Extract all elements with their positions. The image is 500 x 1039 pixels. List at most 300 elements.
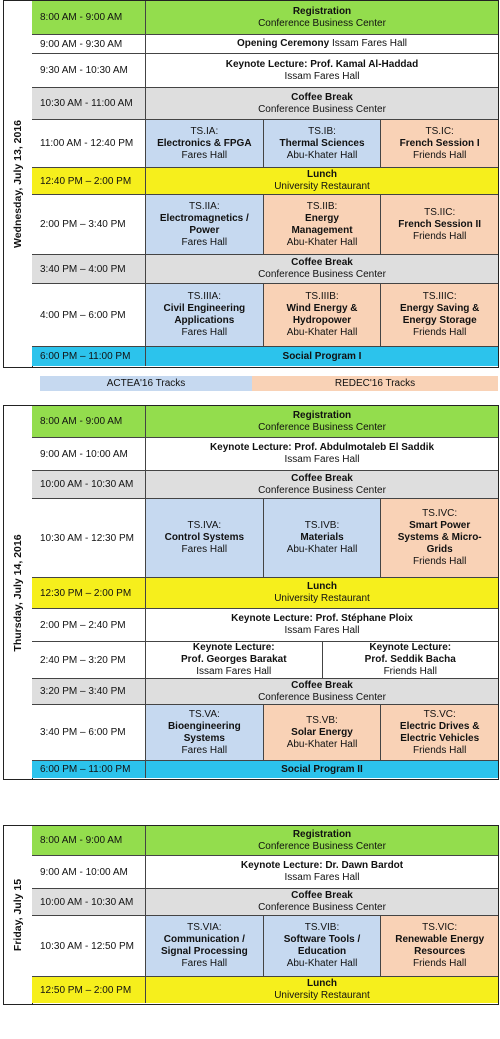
session-line	[284, 71, 359, 83]
session-line-text: TS.IIA:	[189, 200, 220, 212]
session-cell	[146, 284, 263, 346]
session-line-text: Fares Hall	[181, 544, 228, 555]
session-line-text: Lunch	[307, 581, 337, 592]
session-cell	[380, 916, 498, 976]
session-line	[291, 225, 352, 237]
schedule-row	[32, 760, 498, 778]
session-line	[190, 126, 218, 138]
session-line	[182, 327, 228, 339]
session-line	[291, 890, 353, 902]
session-line-text: Abu-Khater Hall	[286, 544, 358, 555]
schedule-row	[32, 498, 498, 577]
session-line-text: Materials	[300, 532, 344, 543]
session-line-text: TS.VB:	[306, 714, 338, 726]
session-line	[258, 902, 386, 914]
session-line	[307, 581, 337, 593]
session-line-text: Friends Hall	[413, 327, 467, 338]
session-line-text: Friends Hall	[413, 149, 467, 161]
session-line-text: Electronics & FPGA	[157, 137, 252, 149]
session-line	[258, 104, 386, 116]
session-line-text: Issam Fares Hall	[284, 625, 360, 636]
session-cell	[146, 168, 498, 194]
schedule-row	[32, 577, 498, 608]
session-line	[400, 138, 480, 150]
session-area	[146, 438, 498, 470]
time-slot: 6:00 PM – 11:00 PM	[32, 347, 146, 366]
session-line-text: French Session I	[399, 137, 480, 149]
session-line-text: Friends Hall	[413, 958, 467, 969]
session-line-text: University Restaurant	[274, 593, 370, 604]
session-line	[287, 150, 358, 162]
day-block	[3, 825, 499, 1005]
session-line-text: Abu-Khater Hall	[286, 236, 358, 248]
session-line-text: Electric Vehicles	[400, 732, 480, 744]
session-line	[305, 213, 339, 225]
session-line	[189, 201, 220, 213]
schedule-row	[32, 34, 498, 53]
session-line	[157, 138, 251, 150]
schedule-row	[32, 346, 498, 366]
time-slot: 6:00 PM – 11:00 PM	[32, 761, 146, 778]
session-area	[146, 916, 498, 976]
session-line	[422, 922, 457, 934]
session-line-text: Keynote Lecture: Prof. Abdulmotaleb El Saddik	[209, 442, 435, 453]
session-line	[291, 257, 353, 269]
session-line	[307, 978, 337, 990]
session-line	[413, 745, 466, 757]
session-area	[146, 826, 498, 855]
session-line-text: Coffee Break	[291, 679, 353, 691]
session-cell	[263, 499, 381, 577]
session-line-text: Lunch	[307, 978, 337, 989]
session-line-text: Signal Processing	[160, 946, 248, 957]
time-slot: 2:00 PM – 3:40 PM	[32, 195, 146, 254]
session-line-text: TS.IVA:	[187, 520, 222, 531]
session-line	[413, 958, 466, 970]
time-slot: 10:30 AM - 12:50 PM	[32, 916, 146, 976]
time-slot: 3:40 PM – 4:00 PM	[32, 255, 146, 283]
session-line-text: Prof. Georges Barakat	[180, 654, 287, 665]
session-cell	[263, 284, 381, 346]
session-cell	[322, 642, 499, 678]
session-cell	[146, 642, 322, 678]
legend-redec	[252, 376, 498, 391]
time-slot: 10:00 AM - 10:30 AM	[32, 471, 146, 498]
session-area	[146, 284, 498, 346]
session-line	[189, 225, 219, 237]
session-line-text: University Restaurant	[274, 990, 370, 1001]
session-line	[258, 841, 386, 853]
session-line-text: Education	[297, 946, 347, 957]
session-line-text: Lunch	[307, 169, 337, 180]
session-line	[413, 556, 466, 568]
session-cell	[380, 120, 498, 167]
session-line	[291, 680, 353, 692]
session-line-text: TS.VIC:	[422, 922, 458, 933]
session-line	[403, 315, 477, 327]
session-line-text: University Restaurant	[274, 181, 370, 192]
session-cell	[263, 195, 381, 254]
time-slot: 12:50 PM – 2:00 PM	[32, 977, 146, 1003]
time-slot: 10:30 AM - 12:30 PM	[32, 499, 146, 577]
session-line-text: Systems & Micro-	[397, 532, 482, 543]
session-line-text: Abu-Khater Hall	[286, 149, 358, 161]
session-line	[291, 473, 353, 485]
session-line-text: Coffee Break	[291, 890, 353, 901]
session-line	[281, 764, 363, 776]
day-block	[3, 405, 499, 780]
session-line-text: TS.VIA:	[187, 922, 222, 933]
session-line	[160, 213, 249, 225]
schedule-row	[32, 470, 498, 498]
session-line	[400, 303, 479, 315]
session-line-text: Conference Business Center	[258, 17, 386, 29]
session-line	[422, 508, 457, 520]
session-line-text: Communication /	[163, 934, 245, 945]
session-line	[284, 934, 361, 946]
session-cell	[146, 471, 498, 498]
session-cell	[146, 679, 498, 704]
session-line-text: Fares Hall	[181, 958, 228, 969]
session-area	[146, 679, 498, 704]
session-area	[146, 705, 498, 760]
session-cell	[146, 856, 498, 888]
session-cell	[146, 916, 263, 976]
session-area	[146, 347, 498, 366]
session-line-text: Renewable Energy	[395, 934, 485, 945]
time-slot: 11:00 AM - 12:40 PM	[32, 120, 146, 167]
session-line	[287, 327, 358, 339]
session-cell	[380, 499, 498, 577]
session-area	[146, 889, 498, 915]
session-line-text: TS.IB:	[308, 125, 336, 137]
session-line-text: Applications	[174, 315, 235, 326]
time-slot: 8:00 AM - 9:00 AM	[32, 826, 146, 855]
legend-redec-label: REDEC'16 Tracks	[334, 378, 416, 389]
session-line	[427, 544, 453, 556]
session-line-location: Issam Fares Hall	[329, 38, 408, 49]
schedule-row	[32, 678, 498, 704]
session-line	[188, 291, 221, 303]
session-line-text: TS.IC:	[425, 125, 454, 137]
schedule-row	[32, 53, 498, 87]
session-line-text: Keynote Lecture: Dr. Dawn Bardot	[240, 860, 404, 871]
time-slot: 9:00 AM - 10:00 AM	[32, 438, 146, 470]
session-line-text: TS.IIIB:	[305, 291, 339, 302]
session-line-text: Management	[291, 224, 353, 236]
session-line	[182, 150, 228, 162]
session-line-text: Civil Engineering	[163, 303, 246, 314]
session-line	[189, 709, 220, 721]
schedule-row	[32, 406, 498, 437]
time-slot: 3:40 PM – 6:00 PM	[32, 705, 146, 760]
session-line-text: Electric Drives &	[399, 720, 480, 732]
time-slot: 8:00 AM - 9:00 AM	[32, 1, 146, 34]
session-line	[187, 520, 221, 532]
session-line	[231, 613, 413, 625]
session-cell	[146, 578, 498, 608]
session-area	[146, 406, 498, 437]
session-line-text: Power	[189, 224, 220, 236]
day-block	[3, 0, 499, 368]
session-cell	[146, 1, 498, 34]
session-area	[146, 54, 498, 87]
day-label-text: Thursday, July 14, 2016	[12, 533, 24, 652]
session-line-text: Systems	[183, 732, 225, 744]
session-line	[287, 544, 358, 556]
schedule-row	[32, 283, 498, 346]
session-line-text: TS.IIC:	[424, 206, 456, 218]
session-line-text: Opening Ceremony	[236, 38, 330, 49]
session-line-text: Solar Energy	[291, 726, 353, 738]
time-slot: 9:00 AM - 9:30 AM	[32, 35, 146, 53]
session-line-text: TS.IA:	[190, 125, 219, 137]
time-slot: 12:40 PM – 2:00 PM	[32, 168, 146, 194]
schedule-row	[32, 194, 498, 254]
day-label	[4, 406, 33, 779]
session-line	[308, 126, 336, 138]
session-line	[287, 237, 358, 249]
session-line	[293, 6, 351, 18]
session-line	[274, 990, 370, 1002]
session-line	[184, 733, 225, 745]
schedule-row	[32, 915, 498, 976]
session-line	[298, 946, 346, 958]
session-line	[395, 934, 484, 946]
session-area	[146, 642, 498, 678]
time-slot: 8:00 AM - 9:00 AM	[32, 406, 146, 437]
schedule-row	[32, 254, 498, 283]
session-line	[284, 454, 359, 466]
session-cell	[263, 120, 381, 167]
session-line	[291, 727, 353, 739]
session-line-text: TS.VA:	[188, 708, 220, 720]
session-line-text: Energy Saving &	[399, 303, 480, 314]
session-line-text: TS.IVB:	[304, 520, 340, 531]
session-line	[365, 654, 456, 666]
session-line-text: Fares Hall	[181, 744, 228, 756]
session-line	[258, 485, 386, 497]
session-line-text: Social Program II	[281, 763, 363, 775]
session-line	[258, 269, 386, 281]
session-line-text: Coffee Break	[291, 91, 353, 103]
session-line-text: Registration	[292, 5, 352, 17]
session-line-text: Friends Hall	[413, 744, 467, 756]
session-area	[146, 255, 498, 283]
time-slot: 9:30 AM - 10:30 AM	[32, 54, 146, 87]
session-line-text: Keynote Lecture:	[369, 642, 452, 653]
session-cell	[146, 826, 498, 855]
schedule-row	[32, 119, 498, 167]
schedule-row	[32, 976, 498, 1003]
schedule-row	[32, 608, 498, 641]
time-slot: 2:40 PM – 3:20 PM	[32, 642, 146, 678]
session-line	[168, 721, 241, 733]
session-line-text: Issam Fares Hall	[284, 454, 360, 465]
session-line	[293, 410, 351, 422]
session-line	[174, 315, 234, 327]
session-line-text: Abu-Khater Hall	[286, 327, 358, 338]
session-line	[274, 181, 370, 193]
session-cell	[146, 977, 498, 1003]
session-line-text: Conference Business Center	[258, 269, 386, 280]
session-line	[305, 291, 338, 303]
session-line-text: TS.IVC:	[422, 508, 458, 519]
session-area	[146, 977, 498, 1003]
session-line	[286, 303, 357, 315]
session-line	[241, 860, 403, 872]
session-line-text: TS.IIB:	[306, 200, 338, 212]
session-cell	[146, 347, 498, 366]
session-line-text: Prof. Seddik Bacha	[364, 654, 456, 665]
session-line-text: Issam Fares Hall	[284, 70, 360, 82]
session-line-text: TS.VIB:	[304, 922, 340, 933]
schedule-row	[32, 87, 498, 119]
session-line	[305, 922, 339, 934]
session-line-text: Registration	[292, 409, 352, 421]
session-line-text: Conference Business Center	[258, 691, 386, 703]
session-line-text: Fares Hall	[181, 236, 228, 248]
session-line	[423, 291, 457, 303]
session-line	[258, 692, 386, 704]
session-area	[146, 609, 498, 641]
session-line	[293, 315, 351, 327]
session-line	[226, 59, 418, 71]
session-line-text: Keynote Lecture: Prof. Kamal Al-Haddad	[225, 58, 419, 70]
session-area	[146, 88, 498, 119]
session-line-text: Abu-Khater Hall	[286, 958, 358, 969]
session-line	[413, 327, 466, 339]
session-line	[287, 958, 358, 970]
session-line-text: TS.IIIC:	[422, 291, 457, 302]
session-line-text: Resources	[414, 946, 466, 957]
day-label-text: Wednesday, July 13, 2016	[12, 119, 24, 249]
session-line	[210, 442, 434, 454]
session-cell	[146, 120, 263, 167]
session-line	[161, 946, 248, 958]
session-line-text: Friends Hall	[413, 556, 467, 567]
time-slot: 2:00 PM – 2:40 PM	[32, 609, 146, 641]
session-line-text: Control Systems	[164, 532, 245, 543]
session-cell	[146, 438, 498, 470]
session-line-text: Issam Fares Hall	[196, 666, 272, 677]
session-line	[424, 207, 455, 219]
schedule-row	[32, 1, 498, 34]
session-line	[369, 642, 451, 654]
session-line-text: Coffee Break	[291, 257, 353, 268]
session-line-text: Fares Hall	[181, 149, 228, 161]
session-line	[182, 544, 228, 556]
session-line-text: Social Program I	[282, 350, 362, 362]
session-line	[414, 946, 465, 958]
session-line	[413, 150, 466, 162]
day-label-text: Friday, July 15	[12, 878, 24, 952]
session-line	[409, 520, 470, 532]
time-slot: 10:00 AM - 10:30 AM	[32, 889, 146, 915]
session-line-text: Abu-Khater Hall	[286, 738, 358, 750]
session-line	[305, 520, 339, 532]
session-cell	[263, 705, 381, 760]
day-label	[4, 1, 33, 367]
session-cell	[146, 35, 498, 53]
session-area	[146, 120, 498, 167]
session-line	[400, 733, 479, 745]
session-line-text: Thermal Sciences	[279, 137, 365, 149]
session-cell	[263, 916, 381, 976]
session-line-text: Conference Business Center	[258, 840, 386, 852]
session-line	[182, 958, 228, 970]
session-cell	[146, 761, 498, 778]
time-slot: 12:30 PM – 2:00 PM	[32, 578, 146, 608]
session-line-text: French Session II	[398, 218, 482, 230]
session-cell	[380, 195, 498, 254]
session-line-text: TS.IIIA:	[187, 291, 221, 302]
schedule-row	[32, 704, 498, 760]
session-line-text: Keynote Lecture: Prof. Stéphane Ploix	[231, 613, 413, 624]
session-line	[291, 92, 353, 104]
session-line-text: Fares Hall	[181, 327, 228, 338]
session-line-text: Registration	[292, 828, 352, 840]
session-area	[146, 1, 498, 34]
legend-actea-label: ACTEA'16 Tracks	[106, 378, 186, 389]
schedule-row	[32, 888, 498, 915]
session-line	[274, 593, 370, 605]
session-line	[165, 532, 244, 544]
session-line	[196, 666, 271, 678]
session-line	[258, 18, 386, 30]
session-line-text: Hydropower	[292, 315, 352, 326]
session-line	[300, 532, 343, 544]
session-line	[237, 38, 407, 50]
session-line	[287, 739, 358, 751]
session-line	[398, 532, 482, 544]
session-line-text: Coffee Break	[291, 472, 353, 484]
session-line-text: Conference Business Center	[258, 484, 386, 496]
session-line-text: Electromagnetics /	[159, 212, 249, 224]
session-area	[146, 195, 498, 254]
session-line	[306, 715, 338, 727]
session-line	[413, 231, 466, 243]
session-line	[307, 169, 337, 181]
session-cell	[146, 889, 498, 915]
time-slot: 9:00 AM - 10:00 AM	[32, 856, 146, 888]
session-line	[182, 745, 228, 757]
session-line-text: Friends Hall	[413, 230, 467, 242]
session-cell	[146, 255, 498, 283]
session-line	[193, 642, 275, 654]
session-line-text: TS.VC:	[423, 708, 456, 720]
session-cell	[146, 195, 263, 254]
session-area	[146, 578, 498, 608]
session-line	[279, 138, 364, 150]
session-line	[258, 422, 386, 434]
session-line-text: Conference Business Center	[258, 103, 386, 115]
session-cell	[146, 88, 498, 119]
session-line	[164, 934, 245, 946]
session-area	[146, 471, 498, 498]
session-line-text: Energy	[305, 212, 339, 224]
legend-actea	[40, 376, 252, 391]
session-cell	[146, 54, 498, 87]
session-line	[398, 219, 481, 231]
session-line-text: Energy Storage	[402, 315, 477, 326]
schedule-row	[32, 641, 498, 678]
schedule-row	[32, 826, 498, 855]
session-cell	[146, 609, 498, 641]
time-slot: 3:20 PM – 3:40 PM	[32, 679, 146, 704]
session-cell	[380, 705, 498, 760]
session-line	[424, 709, 456, 721]
